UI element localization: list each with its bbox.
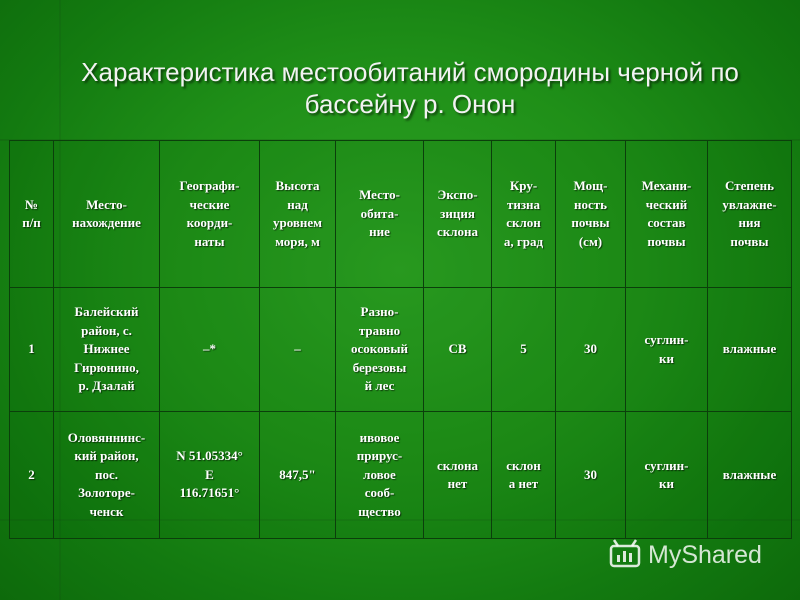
watermark-text: MyShared [648, 540, 762, 569]
cell-soil-composition: суглин- ки [626, 412, 708, 539]
slide-title: Характеристика местообитаний смородины черной по бассейну р. Онон [81, 57, 739, 119]
cell-moisture: влажные [708, 412, 792, 539]
cell-number: 1 [10, 288, 54, 412]
cell-habitat: Разно- травно осоковый березовы й лес [336, 288, 424, 412]
header-moisture: Степень увлажне- ния почвы [708, 141, 792, 288]
header-location: Место- нахождение [54, 141, 160, 288]
cell-exposure: СВ [424, 288, 492, 412]
cell-slope: склон а нет [492, 412, 556, 539]
myshared-logo-icon [608, 538, 642, 572]
cell-soil-depth: 30 [556, 288, 626, 412]
header-number: № п/п [10, 141, 54, 288]
cell-moisture: влажные [708, 288, 792, 412]
cell-habitat: ивовое прирус- ловое сооб- щество [336, 412, 424, 539]
header-coordinates: Географи- ческие коорди- наты [160, 141, 260, 288]
table-row [10, 288, 792, 412]
cell-exposure: склона нет [424, 412, 492, 539]
header-habitat: Место- обита- ние [336, 141, 424, 288]
cell-location: Балейский район, с. Нижнее Гирюнино, р. Дзалай [54, 288, 160, 412]
cell-altitude: – [260, 288, 336, 412]
cell-coordinates: N 51.05334° E 116.71651° [160, 412, 260, 539]
header-exposure: Экспо- зиция склона [424, 141, 492, 288]
table-row [10, 412, 792, 539]
header-slope: Кру- тизна склон а, град [492, 141, 556, 288]
cell-coordinates: –* [160, 288, 260, 412]
cell-location: Оловяннинс- кий район, пос. Золоторе- ченск [54, 412, 160, 539]
table-header-row [10, 141, 792, 288]
cell-soil-composition: суглин- ки [626, 288, 708, 412]
habitat-table [9, 140, 792, 539]
cell-altitude: 847,5" [260, 412, 336, 539]
cell-number: 2 [10, 412, 54, 539]
cell-soil-depth: 30 [556, 412, 626, 539]
cell-slope: 5 [492, 288, 556, 412]
header-altitude: Высота над уровнем моря, м [260, 141, 336, 288]
header-soil-composition: Механи- ческий состав почвы [626, 141, 708, 288]
myshared-watermark[interactable] [608, 537, 762, 573]
header-soil-depth: Мощ- ность почвы (см) [556, 141, 626, 288]
